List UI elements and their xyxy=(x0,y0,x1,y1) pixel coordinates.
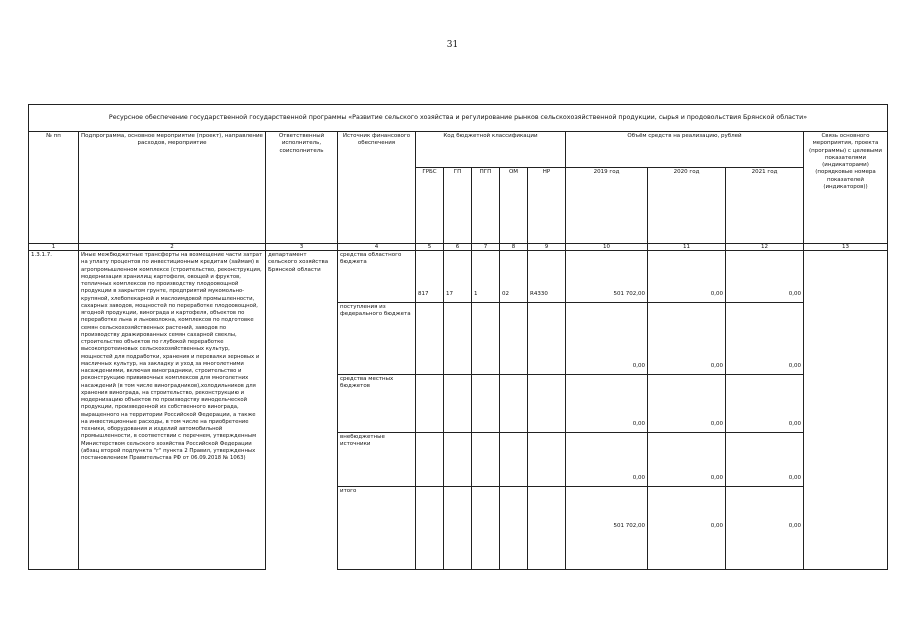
col-number: 2 xyxy=(79,244,266,251)
empty-cell xyxy=(472,487,500,570)
amount-2019: 0,00 xyxy=(566,303,648,375)
col-number: 3 xyxy=(266,244,338,251)
header-budget-code: Код бюджетной классификации xyxy=(416,132,566,168)
empty-cell xyxy=(500,487,528,570)
amount-2020: 0,00 xyxy=(648,487,726,570)
amount-2021: 0,00 xyxy=(726,487,804,570)
source-name: итого xyxy=(338,487,416,570)
amount-2019: 501 702,00 xyxy=(566,251,648,303)
empty-cell xyxy=(500,433,528,487)
row-description: Иные межбюджетные трансферты на возмещение части затрат на уплату процентов по инвестиционным кредитам (займам) в агропромышленном комплексе (строительство, реконструкция, модернизация хранилищ картофеля, овощей и фруктов, тепличных комплексов по производству плодоовощной продукции в закрытом грунте, предприятий мукомольно-крупяной, хлебопекарной и маслоимдовой промышленности, сахарных заводов, мощностей по переработке плодоовощной, ягодной продукции, винограда и картофеля, объектов по переработке льна и льноволокна, комплексов по подготовке семян сельскохозяйственных растений, заводов по производству дражированных семян сахарной свеклы, строительство объектов по глубокой переработке высокопротеиновых сельскохозяйственных культур, мощностей для подработки, хранения и перевалки зерновых и масличных культур, на закладку и уход за многолетними насаждениями, включая виноградники, строительство и реконструкцию прививочных комплексов для многолетних насаждений (в том числе виноградников),холодильников для хранения винограда, на строительство, реконструкцию и модернизацию объектов по производству винодельческой продукции, произведенной из собственного винограда, выращенного на территории Российской Федерации, а также на инвестиционные расходы, в том числе на приобретение техники, оборудования и изделий автомобильной промышленности, в соответствии с перечнем, утвержденным Министерством сельского хозяйства Российской Федерации (абзац второй подпункта "г" пункта 2 Правил, утвержденных постановлением Правительства РФ от 06.09.2018 № 1063) xyxy=(79,251,266,570)
amount-2021: 0,00 xyxy=(726,251,804,303)
empty-cell xyxy=(444,487,472,570)
col-number: 7 xyxy=(472,244,500,251)
empty-cell xyxy=(444,303,472,375)
amount-2019: 0,00 xyxy=(566,375,648,433)
header-2019: 2019 год xyxy=(566,168,648,244)
source-name: внебюджетные источники xyxy=(338,433,416,487)
header-source: Источник финансового обеспечения xyxy=(338,132,416,244)
empty-cell xyxy=(472,303,500,375)
header-gp: ГП xyxy=(444,168,472,244)
empty-cell xyxy=(528,487,566,570)
header-2021: 2021 год xyxy=(726,168,804,244)
empty-cell xyxy=(416,303,444,375)
col-number: 10 xyxy=(566,244,648,251)
code-om: 02 xyxy=(500,251,528,303)
header-volume: Объём средств на реализацию, рублей xyxy=(566,132,804,168)
amount-2021: 0,00 xyxy=(726,433,804,487)
empty-cell xyxy=(472,433,500,487)
header-pgp: ПГП xyxy=(472,168,500,244)
header-num: № пп xyxy=(29,132,79,244)
empty-cell xyxy=(416,487,444,570)
header-2020: 2020 год xyxy=(648,168,726,244)
amount-2020: 0,00 xyxy=(648,433,726,487)
col-number: 1 xyxy=(29,244,79,251)
col-number: 9 xyxy=(528,244,566,251)
col-number: 8 xyxy=(500,244,528,251)
resource-table xyxy=(28,104,888,570)
link-cell xyxy=(804,251,888,570)
empty-cell xyxy=(500,375,528,433)
empty-cell xyxy=(472,375,500,433)
table-title: Ресурсное обеспечение государственной государственной программы «Развитие сельского хозяйства и регулирование рынков сельскохозяйственной продукции, сырья и продовольствия Брянской области» xyxy=(29,105,888,132)
amount-2020: 0,00 xyxy=(648,303,726,375)
row-executor: департамент сельского хозяйства Брянской области xyxy=(266,251,338,570)
header-grbs: ГРБС xyxy=(416,168,444,244)
header-om: ОМ xyxy=(500,168,528,244)
code-gp: 17 xyxy=(444,251,472,303)
code-pgp: 1 xyxy=(472,251,500,303)
amount-2019: 0,00 xyxy=(566,433,648,487)
source-name: поступления из федерального бюджета xyxy=(338,303,416,375)
empty-cell xyxy=(416,433,444,487)
empty-cell xyxy=(444,433,472,487)
page-number: 31 xyxy=(446,40,459,50)
col-number: 4 xyxy=(338,244,416,251)
code-grbs: 817 xyxy=(416,251,444,303)
code-nr: R4330 xyxy=(528,251,566,303)
amount-2020: 0,00 xyxy=(648,375,726,433)
header-link: Связь основного мероприятия, проекта (программы) с целевыми показателями (индикаторами) (порядковые номера показателей (индикаторов)) xyxy=(804,132,888,244)
empty-cell xyxy=(528,303,566,375)
empty-cell xyxy=(416,375,444,433)
empty-cell xyxy=(528,433,566,487)
amount-2021: 0,00 xyxy=(726,375,804,433)
header-nr: НР xyxy=(528,168,566,244)
empty-cell xyxy=(500,303,528,375)
col-number: 11 xyxy=(648,244,726,251)
empty-cell xyxy=(528,375,566,433)
amount-2020: 0,00 xyxy=(648,251,726,303)
amount-2019: 501 702,00 xyxy=(566,487,648,570)
source-name: средства местных бюджетов xyxy=(338,375,416,433)
col-number: 13 xyxy=(804,244,888,251)
source-name: средства областного бюджета xyxy=(338,251,416,303)
header-executor: Ответственный исполнитель, соисполнитель xyxy=(266,132,338,244)
amount-2021: 0,00 xyxy=(726,303,804,375)
col-number: 5 xyxy=(416,244,444,251)
col-number: 6 xyxy=(444,244,472,251)
row-num: 1.3.1.7. xyxy=(29,251,79,570)
col-number: 12 xyxy=(726,244,804,251)
empty-cell xyxy=(444,375,472,433)
header-subprogram: Подпрограмма, основное мероприятие (проект), направление расходов, мероприятие xyxy=(79,132,266,244)
